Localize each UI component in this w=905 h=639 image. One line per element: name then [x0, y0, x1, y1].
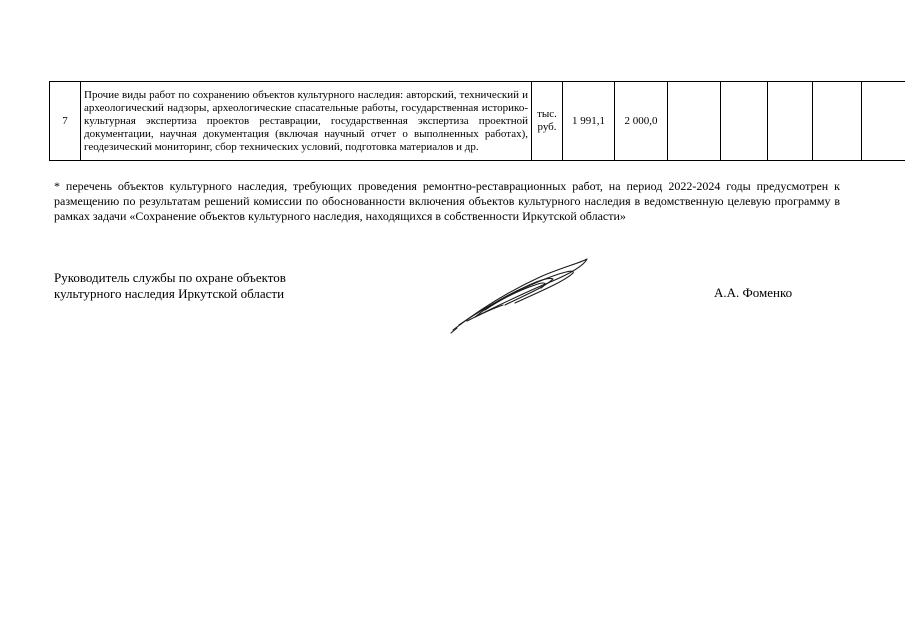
- footnote: * перечень объектов культурного наследия, требующих проведения ремонтно-реставрационных работ, на период 2022-2024 годы предусмотрен к размещению по результатам решений комиссии по обоснованности включения объектов культурного наследия в ведомственную целевую программу в рамках задачи «Сохранение объектов культурного наследия, находящихся в собственности Иркутской области»: [54, 179, 840, 223]
- value-cell-2: 2 000,0: [615, 82, 668, 161]
- value-cell-4: [721, 82, 768, 161]
- handwritten-signature: [445, 255, 595, 335]
- row-unit: тыс. руб.: [532, 82, 563, 161]
- value-cell-6: [813, 82, 862, 161]
- signatory-position: [54, 270, 334, 302]
- value-cell-7: [862, 82, 905, 161]
- row-description: Прочие виды работ по сохранению объектов культурного наследия: авторский, технический и археологический надзоры, археологические спасательные работы, государственная историко-культурная экспертиза проектов реставрации, государственная экспертиза проектной документации, научная документация (включая научный отчет о выполненных работах), геодезический мониторинг, сбор технических условий, подготовка материалов и др.: [81, 82, 532, 161]
- row-number: 7: [50, 82, 81, 161]
- position-line-2: культурного наследия Иркутской области: [54, 286, 285, 301]
- value-cell-3: [668, 82, 721, 161]
- works-table: [49, 81, 905, 161]
- value-cell-1: 1 991,1: [563, 82, 615, 161]
- table-row: [50, 82, 905, 161]
- value-cell-5: [768, 82, 813, 161]
- signer-name: А.А. Фоменко: [714, 285, 793, 300]
- position-line-1: Руководитель службы по охране объектов: [54, 270, 286, 285]
